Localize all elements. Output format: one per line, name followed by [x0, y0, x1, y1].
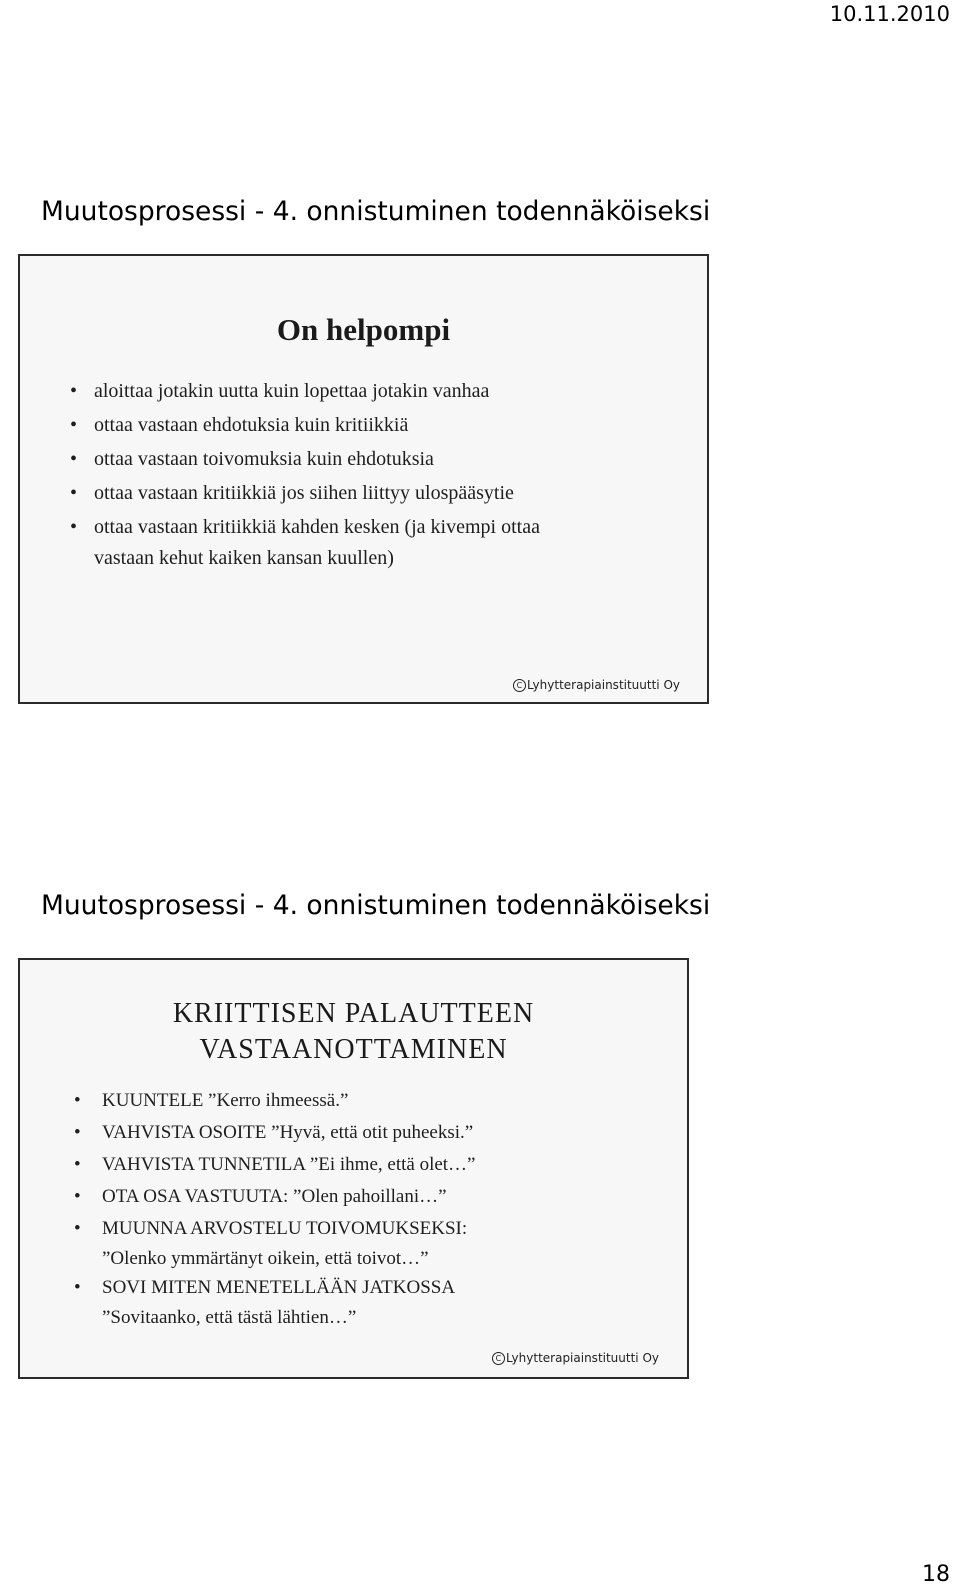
list-item	[48, 1181, 476, 1213]
bullet-text-continued: vastaan kehut kaiken kansan kuullen)	[94, 547, 394, 569]
slide-image-2	[18, 958, 689, 1379]
slide-title	[20, 996, 687, 1068]
bullet-text: ottaa vastaan kritiikkiä kahden kesken (ja kivempi ottaa	[94, 516, 540, 538]
slide-caption-1: Muutosprosessi - 4. onnistuminen todennäköiseksi	[41, 196, 711, 227]
bullet-text: ottaa vastaan ehdotuksia kuin kritiikkiä	[94, 414, 409, 436]
copyright-credit	[513, 678, 680, 692]
bullet-icon: •	[70, 516, 78, 538]
page-number: 18	[922, 1562, 950, 1587]
bullet-text: ottaa vastaan kritiikkiä jos siihen liittyy ulospääsytie	[94, 482, 514, 504]
list-item	[48, 1117, 476, 1149]
slide-title-line: VASTAANOTTAMINEN	[199, 1034, 508, 1065]
bullet-icon: •	[70, 482, 78, 504]
bullet-text: KUUNTELE ”Kerro ihmeessä.”	[102, 1090, 349, 1111]
copyright-credit	[492, 1351, 659, 1365]
bullet-icon: •	[70, 380, 78, 402]
bullet-text: VAHVISTA TUNNETILA ”Ei ihme, että olet…”	[102, 1154, 476, 1175]
slide-title: On helpompi	[276, 312, 451, 347]
list-item	[36, 442, 540, 476]
list-item	[48, 1213, 476, 1272]
credit-text: Lyhytterapiainstituutti Oy	[526, 678, 680, 692]
slide-title-line: KRIITTISEN PALAUTTEEN	[172, 998, 535, 1029]
bullet-icon: •	[74, 1154, 81, 1175]
bullet-list	[48, 1085, 476, 1331]
bullet-icon: •	[74, 1277, 81, 1298]
bullet-list	[36, 374, 540, 572]
bullet-text: SOVI MITEN MENETELLÄÄN JATKOSSA	[102, 1277, 456, 1298]
bullet-icon: •	[70, 448, 78, 470]
slide-caption-2: Muutosprosessi - 4. onnistuminen todennäköiseksi	[41, 890, 711, 921]
bullet-text: MUUNNA ARVOSTELU TOIVOMUKSEKSI:	[102, 1218, 468, 1239]
credit-text: Lyhytterapiainstituutti Oy	[505, 1351, 659, 1365]
bullet-icon: •	[74, 1090, 81, 1111]
header-date: 10.11.2010	[829, 2, 950, 26]
list-item	[36, 408, 540, 442]
copyright-icon: C	[492, 1352, 505, 1365]
bullet-text: aloittaa jotakin uutta kuin lopettaa jotakin vanhaa	[94, 380, 490, 402]
list-item	[36, 476, 540, 510]
copyright-icon: C	[513, 679, 526, 692]
bullet-text-continued: ”Sovitaanko, että tästä lähtien…”	[102, 1307, 357, 1328]
bullet-icon: •	[74, 1186, 81, 1207]
bullet-text: VAHVISTA OSOITE ”Hyvä, että otit puheeksi.”	[102, 1122, 474, 1143]
list-item	[48, 1149, 476, 1181]
bullet-icon: •	[70, 414, 78, 436]
list-item	[36, 374, 540, 408]
bullet-icon: •	[74, 1122, 81, 1143]
bullet-icon: •	[74, 1218, 81, 1239]
bullet-text-continued: ”Olenko ymmärtänyt oikein, että toivot…”	[102, 1248, 429, 1269]
list-item	[48, 1272, 476, 1331]
list-item	[36, 510, 540, 572]
bullet-text: OTA OSA VASTUUTA: ”Olen pahoillani…”	[102, 1186, 447, 1207]
slide-image-1	[18, 254, 709, 704]
bullet-text: ottaa vastaan toivomuksia kuin ehdotuksia	[94, 448, 434, 470]
list-item	[48, 1085, 476, 1117]
